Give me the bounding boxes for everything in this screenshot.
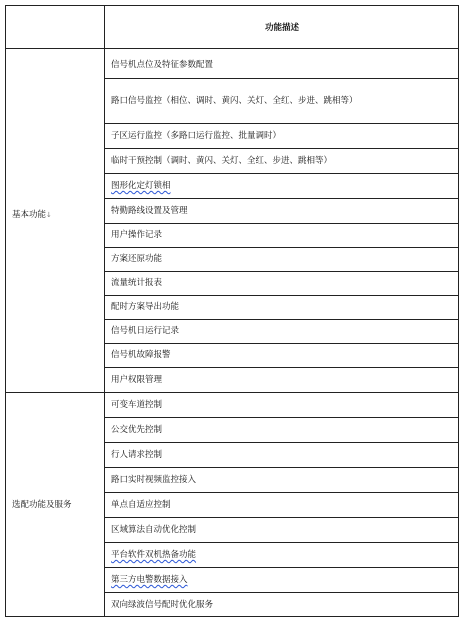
row-rule	[104, 78, 459, 79]
table-cell: 特勤路线设置及管理	[111, 206, 188, 216]
category-text: 基本功能	[12, 210, 47, 220]
table-cell: 路口信号监控（相位、调时、黄闪、关灯、全红、步进、跳相等）	[111, 96, 358, 106]
row-rule	[104, 319, 459, 320]
table-cell: 可变车道控制	[111, 400, 163, 410]
table-cell: 双向绿波信号配时优化服务	[111, 600, 214, 610]
table-cell: 流量统计报表	[111, 278, 163, 288]
table-cell: 配时方案导出功能	[111, 302, 180, 312]
row-rule	[104, 123, 459, 124]
table-cell: 单点自适应控制	[111, 500, 171, 510]
table-cell: 公交优先控制	[111, 425, 163, 435]
table-cell: 临时干预控制（调时、黄闪、关灯、全红、步进、跳相等）	[111, 156, 333, 166]
table-cell: 信号机点位及特征参数配置	[111, 60, 214, 70]
row-rule	[104, 467, 459, 468]
row-rule	[104, 223, 459, 224]
table-cell: 第三方电警数据接入	[111, 575, 188, 585]
table-cell: 区域算法自动优化控制	[111, 525, 197, 535]
group-rule	[5, 392, 459, 393]
row-rule	[104, 542, 459, 543]
row-rule	[104, 492, 459, 493]
table-cell: 信号机日运行记录	[111, 326, 180, 336]
table-cell: 平台软件双机热备功能	[111, 550, 197, 560]
table-cell: 图形化定灯锁相	[111, 181, 171, 191]
row-rule	[104, 295, 459, 296]
table-cell: 用户操作记录	[111, 230, 163, 240]
column-divider	[104, 5, 105, 617]
row-rule	[104, 198, 459, 199]
category-label-optional: 选配功能及服务	[12, 500, 72, 510]
row-rule	[104, 417, 459, 418]
row-rule	[104, 247, 459, 248]
row-rule	[104, 173, 459, 174]
row-rule	[104, 271, 459, 272]
table-cell: 路口实时视频监控接入	[111, 475, 197, 485]
header-rule	[5, 48, 459, 49]
row-rule	[104, 148, 459, 149]
row-rule	[104, 592, 459, 593]
category-label-basic	[12, 210, 52, 220]
table-cell: 行人请求控制	[111, 450, 163, 460]
row-rule	[104, 442, 459, 443]
row-rule	[104, 517, 459, 518]
row-rule	[104, 367, 459, 368]
table-cell: 信号机故障报警	[111, 350, 171, 360]
table-cell: 子区运行监控（多路口运行监控、批量调时）	[111, 131, 282, 141]
column-header: 功能描述	[264, 23, 299, 33]
row-rule	[104, 567, 459, 568]
table-cell: 方案还原功能	[111, 254, 163, 264]
table-cell: 用户权限管理	[111, 375, 163, 385]
row-rule	[104, 343, 459, 344]
paragraph-mark-icon: ↓	[46, 211, 52, 219]
